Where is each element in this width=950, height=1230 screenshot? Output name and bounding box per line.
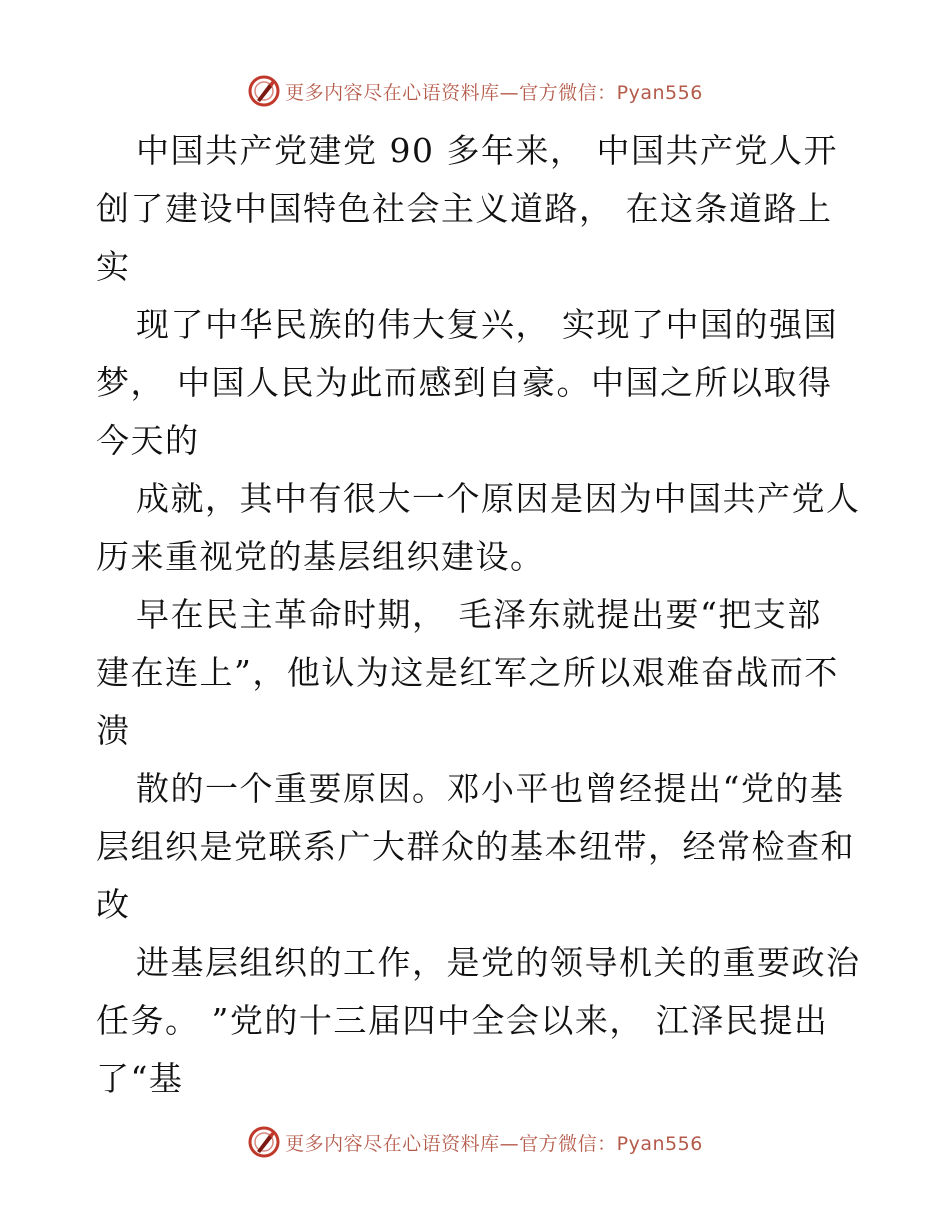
document-body — [96, 122, 861, 1108]
footer-watermark — [0, 1122, 950, 1162]
text-line: 早在民主革命时期， 毛泽东就提出要“把支部 — [136, 595, 822, 634]
text-line: 进基层组织的工作，是党的领导机关的重要政治 — [136, 943, 861, 982]
text-line: 实 — [96, 247, 131, 286]
text-line: 任务。 ”党的十三届四中全会以来， 江泽民提出 — [96, 1001, 829, 1040]
text-line: 层组织是党联系广大群众的基本纽带，经常检查和 — [96, 827, 855, 866]
text-line: 溃 — [96, 711, 131, 750]
watermark-text: 更多内容尽在心语资料库—官方微信：Pyan556 — [285, 81, 703, 104]
text-line: 散的一个重要原因。邓小平也曾经提出“党的基 — [136, 769, 845, 808]
text-line: 历来重视党的基层组织建设。 — [96, 537, 545, 576]
text-line: 中国共产党建党 90 多年来， 中国共产党人开 — [136, 131, 838, 170]
header-watermark — [0, 71, 950, 111]
text-line: 现了中华民族的伟大复兴， 实现了中国的强国 — [136, 305, 838, 344]
text-line: 成就，其中有很大一个原因是因为中国共产党人 — [136, 479, 861, 518]
pen-nib-logo-icon — [247, 1125, 281, 1159]
text-line: 梦， 中国人民为此而感到自豪。中国之所以取得 — [96, 363, 833, 402]
text-line: 建在连上”，他认为这是红军之所以艰难奋战而不 — [96, 653, 839, 692]
pen-nib-logo-icon — [247, 74, 281, 108]
watermark-text: 更多内容尽在心语资料库—官方微信：Pyan556 — [285, 1132, 703, 1155]
text-line: 改 — [96, 885, 131, 924]
text-line: 创了建设中国特色社会主义道路， 在这条道路上 — [96, 189, 833, 228]
text-line: 今天的 — [96, 421, 200, 460]
text-line: 了“基 — [96, 1059, 184, 1098]
